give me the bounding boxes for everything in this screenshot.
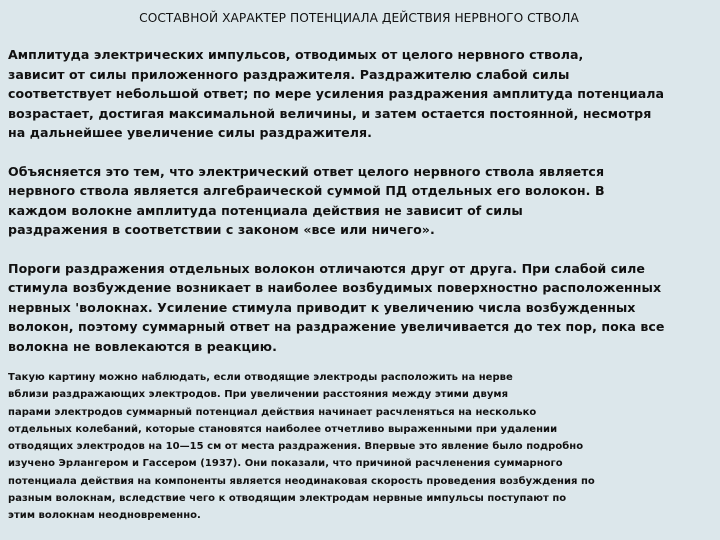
slide-title: СОСТАВНОЙ ХАРАКТЕР ПОТЕНЦИАЛА ДЕЙСТВИЯ НЕРВНОГО СТВОЛА	[139, 11, 579, 25]
text-line: отводящих электродов на 10—15 см от места раздражения. Впервые это явление было подробно	[8, 441, 584, 453]
text-line: каждом волокне амплитуда потенциала действия не зависит of силы	[8, 202, 523, 218]
text-line: волокна не вовлекаются в реакцию.	[8, 338, 277, 354]
text-line: стимула возбуждение возникает в наиболее возбудимых поверхностно расположенных	[8, 280, 662, 295]
text-line: изучено Эрлангером и Гассером (1937). Они показали, что причиной расчленения суммарного	[8, 458, 563, 470]
text-line: этим волокнам неодновременно.	[8, 510, 201, 522]
text-line: раздражения в соответствии с законом «все или ничего».	[8, 222, 435, 237]
text-line: парами электродов суммарный потенциал действия начинает расчленяться на несколько	[8, 406, 537, 418]
text-line: Объясняется это тем, что электрический ответ целого нервного ствола является	[8, 163, 605, 179]
text-line: Такую картину можно наблюдать, если отводящие электроды расположить на нерве	[8, 372, 513, 383]
text-line: волокон, поэтому суммарный ответ на раздражение увеличивается до тех пор, пока все	[8, 319, 665, 334]
text-line: Амплитуда электрических импульсов, отводимых от целого нервного ствола,	[8, 47, 584, 62]
text-line: зависит от силы приложенного раздражителя. Раздражителю слабой силы	[8, 66, 570, 82]
text-line: соответствует небольшой ответ; по мере усиления раздражения амплитуда потенциала	[8, 86, 665, 101]
paragraph-explanation	[8, 162, 710, 240]
text-line: потенциала действия на компоненты является неодинаковая скорость проведения возбуждения по	[8, 475, 595, 487]
text-line: вблизи раздражающих электродов. При увеличении расстояния между этими двумя	[8, 389, 509, 401]
text-line: разным волокнам, вследствие чего к отводящим электродам нервные импульсы поступают по	[8, 493, 567, 505]
paragraph-thresholds	[8, 259, 710, 357]
text-line: нервного ствола является алгебраической суммой ПД отдельных его волокон. В	[8, 183, 605, 198]
paragraph-erlanger-gasser	[8, 369, 710, 525]
text-line: на дальнейшее увеличение силы раздражителя.	[8, 125, 372, 140]
text-line: возрастает, достигая максимальной величины, и затем остается постоянной, несмотря	[8, 105, 652, 121]
text-line: нервных 'волокнах. Усиление стимула приводит к увеличению числа возбужденных	[8, 299, 636, 315]
text-line: Пороги раздражения отдельных волокон отличаются друг от друга. При слабой силе	[8, 260, 645, 276]
paragraph-amplitude	[8, 45, 710, 143]
text-line: отдельных колебаний, которые становятся наиболее отчетливо выраженными при удалении	[8, 423, 558, 435]
